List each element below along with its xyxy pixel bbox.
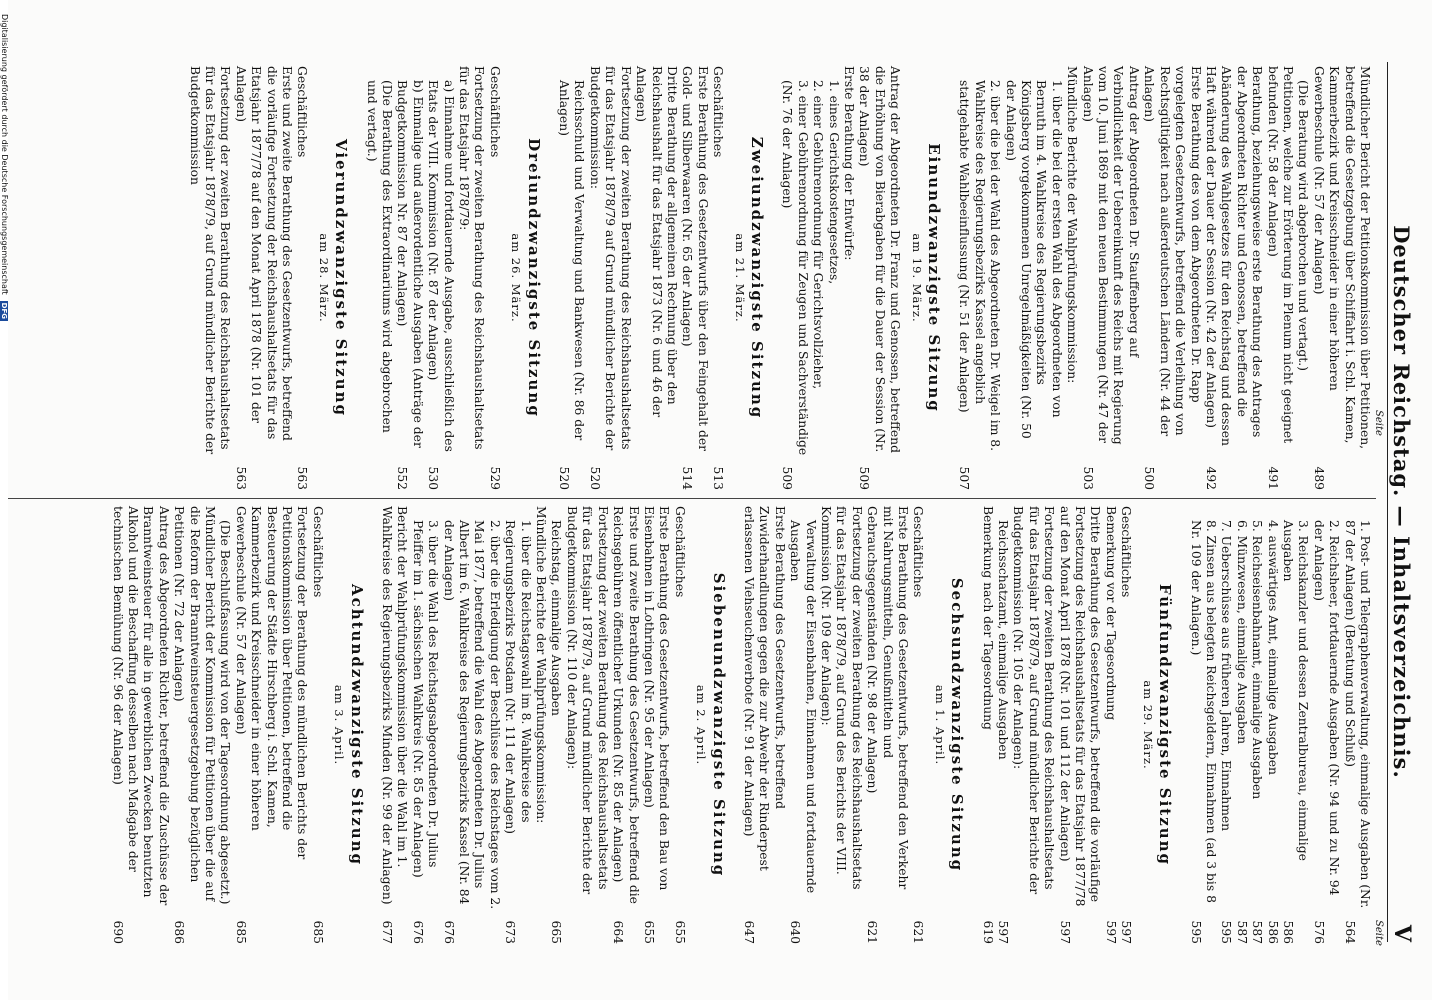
toc-entry-text: Fortsetzung der zweiten Berathung des Reichshaushaltsetats für das Etatsjahr 1878/79:	[457, 66, 487, 450]
toc-page-number: 676	[410, 920, 425, 944]
toc-entry	[864, 506, 910, 944]
toc-entry	[556, 66, 587, 490]
toc-entry	[1249, 506, 1264, 944]
toc-entry	[671, 506, 686, 944]
toc-entry	[186, 66, 232, 490]
session-date: am 29. März.	[1140, 680, 1155, 770]
toc-page-number: 640	[788, 920, 803, 944]
toc-entry-text: b) Einmalige und außerordentliche Ausgaben (Anträge der Budgetkommission Nr. 87 der Anlagen)	[395, 80, 425, 448]
toc-page-number: 509	[780, 466, 795, 490]
toc-entry-text: Mündliche Berichte der Wahlprüfungskommission:	[534, 506, 549, 824]
toc-page-number: 509	[857, 466, 872, 490]
toc-entry-text: Geschäftliches	[1119, 506, 1134, 598]
session-date: am 28. März.	[316, 233, 331, 323]
toc-entry-text: Antrag der Abgeordneten Dr. Franz und Genossen, betreffend die Erhöhung von Bierabgaben für die Dauer der Session (Nr. 38 der Anlagen)	[857, 66, 903, 453]
toc-entry	[979, 506, 994, 944]
toc-entry-text: Geschäftliches	[711, 66, 726, 158]
toc-page-number: 520	[557, 466, 572, 490]
page-title: Deutscher Reichstag. — Inhaltsverzeichnis.	[1389, 225, 1414, 779]
toc-entry	[633, 66, 679, 490]
toc-entry	[533, 506, 548, 944]
page-number: V	[1389, 924, 1415, 942]
toc-page-number: 685	[310, 920, 325, 944]
toc-entry-text: Petitionen, welche zur Erörterung im Plenum nicht geeignet befunden (Nr. 58 der Anlagen)	[1265, 66, 1295, 444]
toc-entry	[1056, 506, 1102, 944]
toc-entry	[910, 506, 925, 944]
session-date: am 21. März.	[732, 233, 747, 323]
toc-entry-text: 1. eines Gerichtskostengesetzes,	[826, 80, 841, 285]
session-heading: Zweiundzwanzigste Sitzung	[747, 136, 766, 420]
session-heading: Siebenundzwanzigste Sitzung	[709, 572, 728, 878]
toc-entry-text: (Die Beschlußfassung wird von der Tagesordnung abgesetzt.)	[218, 520, 233, 905]
toc-page-number: 677	[380, 920, 395, 944]
toc-entry-text: Geschäftliches	[295, 66, 310, 158]
toc-entry-text: (Die Beratung wird abgebrochen und vertagt.)	[1296, 80, 1311, 371]
session-date: am 1. April.	[932, 684, 947, 766]
toc-entry	[548, 506, 563, 944]
toc-entry	[856, 66, 902, 490]
toc-entry	[1203, 66, 1265, 490]
toc-page-number: 655	[672, 920, 687, 944]
toc-entry-text: Berathung, beziehungsweise erste Berathung des Antrages der Abgeordneten Richter und Genossen, betreffend die Abänderung des Wahlgesetzes für den Reichstag und dessen Haft während der Dauer der Session (Nr. 42 der Anlagen)	[1203, 66, 1265, 446]
toc-page-number: 597	[1103, 920, 1118, 944]
toc-entry-text: 2. einer Gebührenordnung für Gerichtsvollzieher,	[811, 80, 826, 390]
toc-entry-text: 1. Post- und Telegraphenverwaltung, einmalige Ausgaben (Nr. 87 der Anlagen) (Beratung und Schluß)	[1342, 520, 1372, 909]
left-column	[186, 66, 1372, 490]
toc-entry	[1264, 506, 1279, 944]
toc-entry-text: Erste Berathung der Entwürfe:	[842, 66, 856, 261]
toc-entry	[502, 506, 533, 944]
toc-entry-text: a) Einnahme und fortdauernde Ausgabe, ausschließlich des Etats der VIII. Kommission (Nr. 87 der Anlagen)	[426, 80, 456, 452]
toc-entry	[741, 506, 787, 944]
toc-page-number: 597	[1119, 920, 1134, 944]
toc-entry-text: Erste Berathung des Gesetzentwurfs, betreffend den Verkehr mit Nahrungsmitteln, Genußmitteln und Gebrauchsgegenständen (Nr. 98 der Anlagen)	[865, 506, 911, 890]
toc-entry	[1264, 66, 1295, 490]
toc-entry-text: Mündlicher Bericht der Kommission für Petitionen über die auf die Reform der Branntweinsteuergesetzgebung bezüglichen Petitionen (Nr. 72 der Anlagen)	[172, 506, 217, 902]
toc-entry	[294, 66, 309, 490]
toc-entry-text: Mündliche Berichte der Wahlprüfungskommission:	[1065, 66, 1080, 384]
toc-entry-text: 3. Reichskanzler und dessen Zentralbureau, einmalige Ausgaben	[1280, 520, 1311, 861]
toc-page-number: 514	[680, 466, 695, 490]
toc-entry-text: Dritte Berathung der allgemeinen Rechnung über den Reichshaushalt für das Etatsjahr 1873 (Nr. 6 und 46 der Anlagen)	[634, 66, 679, 418]
toc-entry-text: Bericht der Wahlprüfungskommission über die Wahl im 1. Wahlkreise des Regierungsbezirks Minden (Nr. 99 der Anlagen)	[380, 506, 410, 905]
toc-entry	[818, 506, 864, 944]
toc-entry	[1218, 506, 1233, 944]
toc-entry	[610, 506, 641, 944]
toc-entry-text: 3. einer Gebührenordnung für Zeugen und Sachverständige (Nr. 76 der Anlagen)	[780, 80, 810, 456]
toc-entry-text: Bemerkung vor der Tagesordnung	[1103, 506, 1118, 721]
toc-entry-text: Reichsschatzamt, einmalige Ausgaben	[996, 520, 1011, 760]
toc-entry	[232, 66, 294, 490]
session-heading: Achtundzwanzigste Sitzung	[347, 583, 366, 867]
toc-page-number: 587	[1250, 920, 1265, 944]
toc-entry-text: 5. Reichseisenbahnamt, einmalige Ausgaben	[1250, 520, 1265, 800]
session-heading: Dreiundzwanzigste Sitzung	[524, 138, 543, 418]
toc-entry	[440, 506, 502, 944]
toc-page-number: 564	[1342, 920, 1357, 944]
toc-entry	[109, 506, 171, 944]
toc-page-number: 676	[441, 920, 456, 944]
toc-entry-text: Erste Berathung des Gesetzentwurfs über den Feingehalt der Gold- und Silberwaaren (Nr. 65 der Anlagen)	[680, 66, 710, 452]
toc-entry-text: 2. über die Erledigung der Beschlüsse des Reichstages vom 2. Mai 1877, betreffend die Wahl des Abgeordneten Dr. Julius Albert im 6. Wahlkreise des Regierungsbezirks Kassel (Nr. 84 der Anlagen)	[441, 520, 502, 910]
toc-entry	[1341, 506, 1372, 944]
toc-entry	[1280, 506, 1311, 944]
toc-entry	[810, 66, 825, 490]
toc-page-number: 520	[587, 466, 602, 490]
toc-entry-text: Geschäftliches	[672, 506, 687, 598]
session-date: am 3. April.	[332, 684, 347, 766]
toc-entry	[309, 506, 324, 944]
toc-entry-text: 3. über die Wahl des Reichstagsabgeordneten Dr. Julius Pfeiffer im 1. sächsischen Wahlkreis (Nr. 85 der Anlagen)	[410, 520, 441, 878]
toc-page-number: 507	[957, 466, 972, 490]
toc-page-number: 597	[1057, 920, 1072, 944]
toc-entry-text: Reichstag, einmalige Ausgaben	[549, 520, 564, 716]
toc-entry	[1233, 506, 1248, 944]
toc-entry-text: Reichsschuld und Verwaltung und Bankwesen (Nr. 86 der Anlagen)	[557, 80, 587, 441]
toc-entry	[1187, 506, 1218, 944]
toc-entry-text: 4. auswärtiges Amt, einmalige Ausgaben	[1265, 520, 1280, 775]
toc-entry	[1295, 66, 1310, 490]
session-date: am 26. März.	[509, 233, 524, 323]
toc-page-number: 513	[711, 466, 726, 490]
toc-entry-text: Fortsetzung der Berathung des mündlichen Berichts der Petitionskommission über Petitionen, betreffend die Besteuerung der Städte Hirschberg i. Schl. Kamen, Kammerbezirk und Kreisschneider in einer höheren Gewerbeschule (Nr. 57 der Anlagen)	[233, 506, 310, 860]
toc-entry	[379, 506, 410, 944]
footer-text: Digitalisierung gefördert durch die Deutsche Forschungsgemeinschaft	[0, 14, 9, 295]
toc-entry-text: Erste Berathung des Gesetzentwurfs, betreffend den Bau von Eisenbahnen in Lothringen (Nr. 95 der Anlagen)	[641, 506, 672, 891]
toc-page-number: 595	[1188, 920, 1203, 944]
toc-entry-text: Erste Berathung des Gesetzentwurfs, betreffend Zuwiderhandlungen gegen die zur Abwehr der Rinderpest erlassenen Viehseuchenverbote (Nr. 91 der Anlagen)	[741, 506, 787, 871]
toc-page-number: 647	[741, 920, 756, 944]
toc-entry-text: Erste und zweite Berathung des Gesetzentwurfs, betreffend die Reichsgebühren öffentlicher Urkunden (Nr. 85 der Anlagen)	[611, 506, 641, 904]
toc-entry-text: 1. über die bei der ersten Wahl des Abgeordneten von Bernuth im 4. Wahlkreise des Regierungsbezirks Königsberg vorgekommenen Unregelmäßigkeiten (Nr. 50 der Anlagen)	[1003, 80, 1064, 439]
toc-entry-text: Geschäftliches	[487, 66, 502, 158]
toc-entry	[1079, 66, 1141, 490]
toc-entry-text: Dritte Berathung des Gesetzentwurfs, betreffend die vorläufige Fortsetzung des Reichshaushaltsetats für das Etatsjahr 1877/78 auf den Monat April 1878 (Nr. 101 und 112 der Anlagen)	[1057, 506, 1103, 907]
toc-entry-text: Verwaltung der Eisenbahnen, Einnahmen und fortdauernde Ausgaben	[788, 520, 818, 894]
toc-page-number: 619	[980, 920, 995, 944]
toc-entry	[1141, 66, 1203, 490]
toc-entry	[1103, 506, 1118, 944]
toc-page-number: 690	[110, 920, 125, 944]
toc-entry-text: (Die Berathung des Extraordinariums wird abgebrochen und vertagt.)	[364, 80, 395, 433]
toc-entry-text: Geschäftliches	[310, 506, 325, 598]
toc-entry	[1010, 506, 1056, 944]
toc-entry	[641, 506, 672, 944]
toc-entry-text: Fortsetzung der zweiten Berathung des Reichshaushaltsetats für das Etatsjahr 1878/79, auf Grund des Berichts der VIII. Kommission (Nr. 109 der Anlagen):	[819, 506, 864, 890]
toc-entry	[679, 66, 710, 490]
toc-entry-text: Fortsetzung der zweiten Berathung des Reichshaushaltsetats für das Etatsjahr 1878/79, auf Grund mündlicher Berichte der Budgetkommission (Nr. 105 der Anlagen):	[1011, 506, 1057, 895]
toc-entry	[232, 506, 309, 944]
toc-entry-text: Mündlicher Bericht der Petitionskommission über Petitionen, betreffend die Gesetzgebung über Schiffahrt i. Schl. Kamen, Kammerbezirk und Kreisschneider in einer höheren Gewerbeschule (Nr. 57 der Anlagen)	[1311, 66, 1372, 450]
seite-label-left: Seite	[1373, 410, 1384, 436]
toc-entry-text: Fortsetzung der zweiten Berathung des Reichshaushaltsetats für das Etatsjahr 1878/79 auf Grund mündlicher Berichte der Budgetkommission:	[587, 66, 633, 451]
toc-page-number: 595	[1219, 920, 1234, 944]
toc-entry-text: Erste und zweite Berathung des Gesetzentwurfs, betreffend die vorläufige Fortsetzung der Reichshaushaltsetats für das Etatsjahr 1877/78 auf den Monat April 1878 (Nr. 101 der Anlagen)	[233, 66, 294, 441]
toc-entry	[486, 66, 501, 490]
toc-page-number: 587	[1234, 920, 1249, 944]
toc-entry-text: Bemerkung nach der Tagesordnung	[980, 506, 995, 730]
toc-entry-text: 7. Ueberschüsse aus früheren Jahren, Einnahmen	[1219, 520, 1234, 832]
toc-entry-text: Erste Berathung des von dem Abgeordneten Dr. Rapp vorgelegten Gesetzentwurfs, betreffend die Verleihung von Rechtsgültigkeit nach außerdeutschen Ländern (Nr. 44 der Anlagen)	[1142, 66, 1203, 437]
toc-entry-text: Fortsetzung der zweiten Berathung des Reichshaushaltsetats für das Etatsjahr 1878/79, auf Grund mündlicher Berichte der Budgetkommission	[187, 66, 233, 455]
toc-page-number: 530	[426, 466, 441, 490]
session-heading: Sechsundzwanzigste Sitzung	[948, 577, 967, 873]
toc-page-number: 552	[395, 466, 410, 490]
toc-entry	[710, 66, 725, 490]
toc-page-number: 491	[1265, 466, 1280, 490]
toc-entry-text: Geschäftliches	[911, 506, 926, 598]
toc-entry-text: Antrag des Abgeordneten Richter, betreffend die Zuschüsse der Branntweinsteuer für alle in gewerblichen Zwecken benutzten Alkohol und die Beschaffung desselben nach Maßgabe der technischen Bemühung (Nr. 96 der Anlagen)	[110, 506, 171, 906]
toc-entry	[1310, 506, 1341, 944]
toc-page-number: 576	[1311, 920, 1326, 944]
dfg-logo: DFG	[0, 302, 8, 320]
toc-entry	[787, 506, 818, 944]
page-header	[1387, 62, 1418, 942]
toc-page-number: 586	[1280, 920, 1295, 944]
toc-entry	[363, 66, 394, 490]
toc-entry-text: 8. Zinsen aus belegten Reichsgeldern, Einnahmen (ad 3 bis 8 Nr. 109 der Anlagen.)	[1188, 520, 1218, 903]
toc-entry	[1064, 66, 1079, 490]
toc-page-number: 597	[996, 920, 1011, 944]
toc-entry-text: Antrag der Abgeordneten Dr. Stauffenberg auf Verbindlichkeit der Uebereinkunft des Reichs mit Regierung vom 10. Juni 1869 mit den neuen Bestimmungen (Nr. 47 der Anlagen)	[1080, 66, 1141, 445]
toc-page-number: 563	[233, 466, 248, 490]
session-date: am 2. April.	[694, 684, 709, 766]
session-date: am 19. März.	[909, 233, 924, 323]
toc-entry	[425, 66, 456, 490]
toc-entry	[217, 506, 232, 944]
toc-page-number: 489	[1311, 466, 1326, 490]
toc-entry	[779, 66, 810, 490]
toc-entry	[409, 506, 440, 944]
session-heading: Fünfundzwanzigste Sitzung	[1156, 583, 1175, 867]
seite-label-right: Seite	[1373, 920, 1384, 946]
toc-entry-text: 1. über die Reichstagswahl im 8. Wahlkreise des Regierungsbezirks Potsdam (Nr. 111 der Anlagen)	[503, 520, 533, 834]
toc-entry	[825, 66, 840, 490]
toc-page-number: 665	[549, 920, 564, 944]
toc-page-number: 673	[503, 920, 518, 944]
toc-page-number: 621	[865, 920, 880, 944]
toc-page-number: 686	[172, 920, 187, 944]
toc-entry-text: 2. Reichsheer, fortdauernde Ausgaben (Nr. 94 und zu Nr. 94 der Anlagen)	[1311, 520, 1342, 896]
toc-entry	[564, 506, 610, 944]
toc-page-number: 563	[295, 466, 310, 490]
toc-page-number: 529	[487, 466, 502, 490]
digitization-footer	[0, 0, 8, 1000]
toc-page-number: 655	[641, 920, 656, 944]
toc-entry	[995, 506, 1010, 944]
toc-page-number: 500	[1142, 466, 1157, 490]
toc-page-number: 621	[911, 920, 926, 944]
session-heading: Einundzwanzigste Sitzung	[925, 143, 944, 413]
toc-entry	[1310, 66, 1372, 490]
column-divider	[6, 498, 1376, 499]
toc-entry-text: 6. Münzwesen, einmalige Ausgaben	[1234, 520, 1249, 745]
toc-entry	[587, 66, 633, 490]
toc-page-number: 503	[1080, 466, 1095, 490]
right-column	[109, 506, 1372, 944]
toc-entry	[1118, 506, 1133, 944]
session-heading: Vierundzwanzigste Sitzung	[332, 139, 351, 417]
toc-page-number: 664	[611, 920, 626, 944]
toc-entry	[456, 66, 487, 490]
toc-entry	[1002, 66, 1064, 490]
toc-entry-text: Fortsetzung der zweiten Berathung des Reichshaushaltsetats für das Etatsjahr 1878/79, auf Grund mündlicher Berichte der Budgetkommission (Nr. 110 der Anlagen):	[564, 506, 610, 895]
toc-page-number: 492	[1203, 466, 1218, 490]
toc-entry-text: 2. über die bei der Wahl des Abgeordneten Dr. Weigel im 8. Wahlkreise des Regierungsbezirks Kassel angeblich stattgehabte Wahlbeeinflussung (Nr. 51 der Anlagen)	[957, 80, 1003, 452]
toc-entry	[956, 66, 1002, 490]
toc-entry	[171, 506, 217, 944]
toc-entry	[394, 66, 425, 490]
toc-page-number: 685	[233, 920, 248, 944]
toc-page-number: 586	[1265, 920, 1280, 944]
toc-entry	[841, 66, 856, 490]
